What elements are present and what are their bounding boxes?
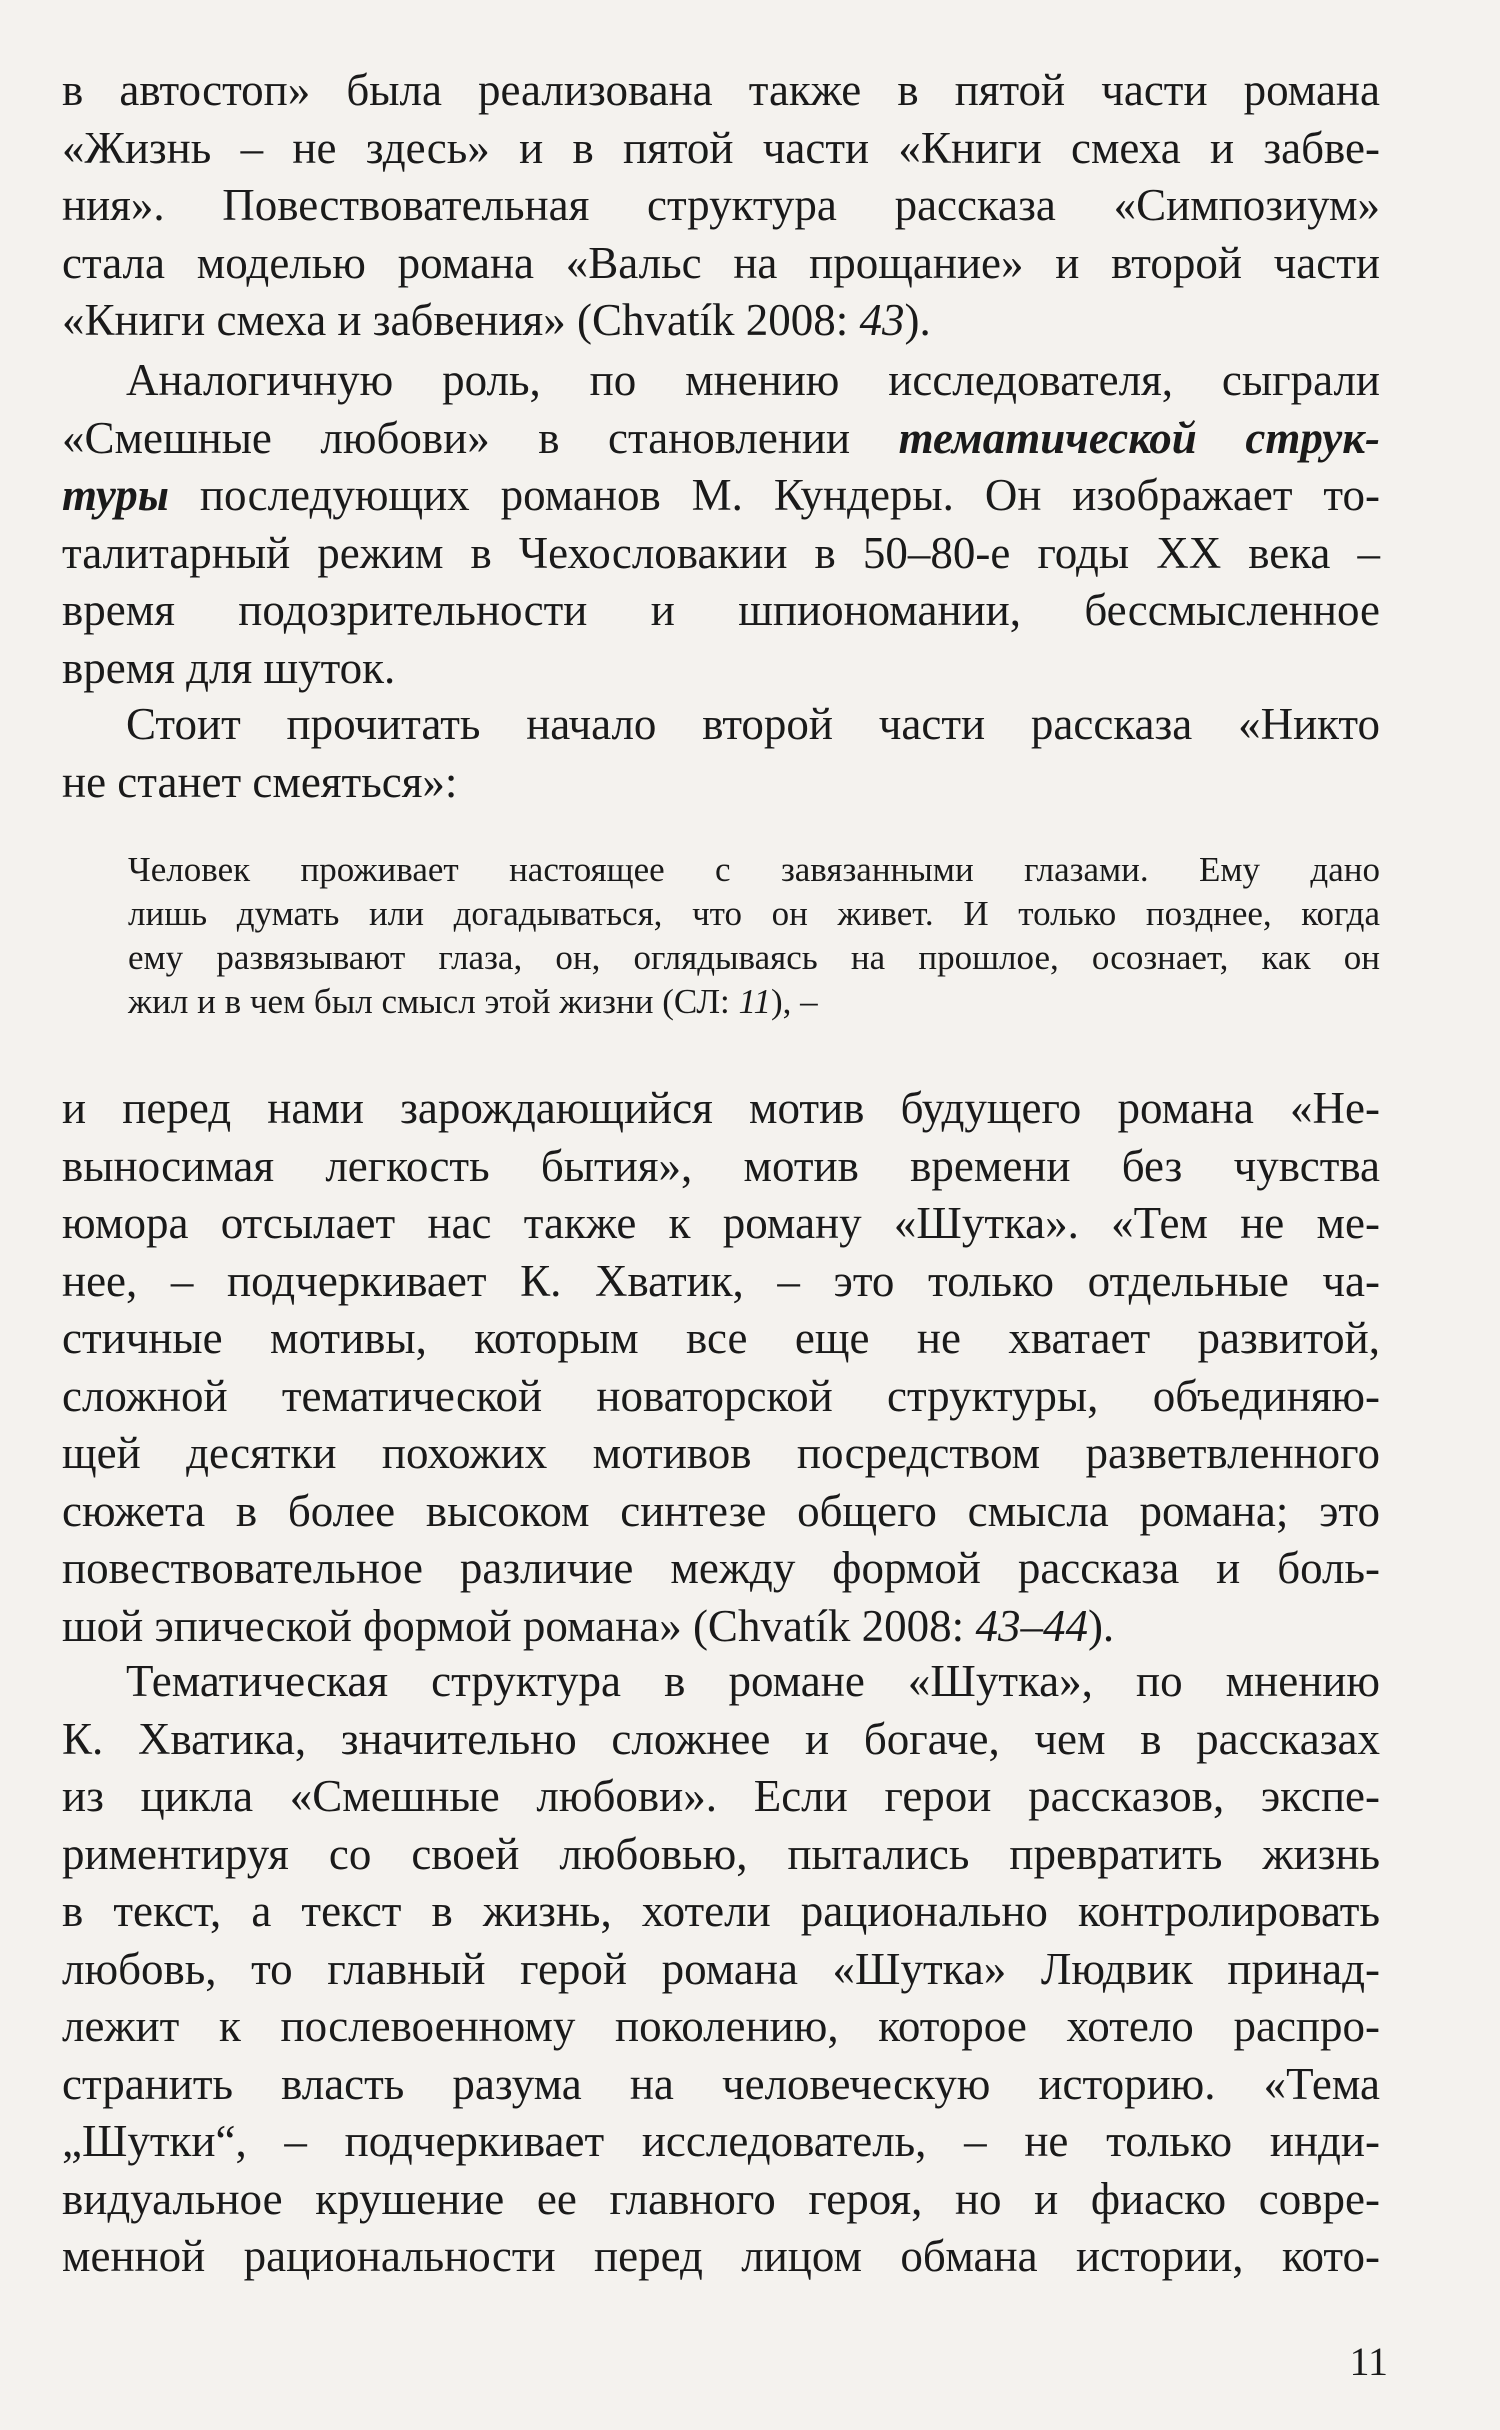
text-line: не станет смеяться»: bbox=[62, 756, 458, 807]
text-span: ), – bbox=[770, 982, 818, 1021]
text-line: ния». Повествовательная структура рассказа «Симпозиум» bbox=[62, 180, 1380, 230]
text-line: юмора отсылает нас также к роману «Шутка». «Тем не ме- bbox=[62, 1198, 1380, 1248]
text-line bbox=[62, 292, 1380, 350]
text-line: щей десятки похожих мотивов посредством разветвленного bbox=[62, 1428, 1380, 1478]
text-span: «Книги смеха и забвения» (Chvatík 2008: bbox=[62, 295, 860, 345]
text-line: нее, – подчеркивает К. Хватик, – это только отдельные ча- bbox=[62, 1255, 1380, 1306]
text-line bbox=[62, 1598, 1380, 1656]
text-line: странить власть разума на человеческую историю. «Тема bbox=[62, 2058, 1380, 2109]
block-quote bbox=[128, 848, 1380, 1024]
paragraph-5 bbox=[62, 1653, 1380, 2286]
text-line: Стоит прочитать начало второй части рассказа «Никто bbox=[126, 699, 1380, 749]
paragraph-3 bbox=[62, 696, 1380, 811]
paragraph-4 bbox=[62, 1080, 1380, 1655]
quote-line bbox=[128, 980, 1380, 1024]
quote-line: Человек проживает настоящее с завязанными глазами. Ему дано bbox=[128, 850, 1380, 889]
paragraph-2 bbox=[62, 352, 1380, 697]
text-line: Аналогичную роль, по мнению исследователя, сыграли bbox=[126, 355, 1380, 405]
page-reference-italic: 11 bbox=[738, 982, 771, 1021]
text-line: Тематическая структура в романе «Шутка», по мнению bbox=[126, 1656, 1380, 1706]
page-reference-italic: 43 bbox=[859, 295, 905, 345]
text-line: повествовательное различие между формой рассказа и боль- bbox=[62, 1543, 1380, 1593]
text-line: К. Хватика, значительно сложнее и богаче, чем в рассказах bbox=[62, 1713, 1380, 1764]
text-line: время подозрительности и шпиономании, бессмысленное bbox=[62, 585, 1380, 635]
text-span: последующих романов М. Кундеры. Он изображает то- bbox=[169, 470, 1380, 520]
emphasis-term: тематической струк- bbox=[898, 412, 1380, 463]
page-number: 11 bbox=[1349, 2339, 1388, 2384]
text-line: и перед нами зарождающийся мотив будущего романа «Не- bbox=[62, 1083, 1380, 1133]
text-line: стала моделью романа «Вальс на прощание» и второй части bbox=[62, 237, 1380, 288]
quote-line: ему развязывают глаза, он, оглядываясь на прошлое, осознает, как он bbox=[128, 938, 1380, 977]
text-line: талитарный режим в Чехословакии в 50–80-е годы XX века – bbox=[62, 527, 1380, 578]
page-reference-italic: 43–44 bbox=[975, 1600, 1088, 1651]
text-line: лежит к послевоенному поколению, которое хотело распро- bbox=[62, 2001, 1380, 2051]
text-line bbox=[62, 467, 1380, 525]
text-span: ). bbox=[904, 295, 931, 345]
text-line bbox=[62, 410, 1380, 468]
text-line: время для шуток. bbox=[62, 642, 396, 693]
text-span: шой эпической формой романа» (Chvatík 2008: bbox=[62, 1600, 976, 1651]
text-line: стичные мотивы, которым все еще не хватает развитой, bbox=[62, 1313, 1380, 1363]
emphasis-term: туры bbox=[62, 470, 169, 520]
text-span: «Смешные любови» в становлении bbox=[62, 412, 899, 463]
text-line: «Жизнь – не здесь» и в пятой части «Книги смеха и забве- bbox=[62, 122, 1380, 173]
text-line: выносимая легкость бытия», мотив времени без чувства bbox=[62, 1140, 1380, 1191]
text-line: любовь, то главный герой романа «Шутка» Людвик принад- bbox=[62, 1943, 1380, 1994]
text-line: менной рациональности перед лицом обмана истории, кото- bbox=[62, 2231, 1380, 2281]
text-line: в текст, а текст в жизнь, хотели рационально контролировать bbox=[62, 1886, 1380, 1936]
text-span: жил и в чем был смысл этой жизни (СЛ: bbox=[128, 982, 739, 1021]
text-line: из цикла «Смешные любови». Если герои рассказов, экспе- bbox=[62, 1771, 1380, 1821]
text-line: видуальное крушение ее главного героя, но и фиаско совре- bbox=[62, 2173, 1380, 2224]
text-line: риментируя со своей любовью, пытались превратить жизнь bbox=[62, 1828, 1380, 1879]
quote-line: лишь думать или догадываться, что он живет. И только позднее, когда bbox=[128, 894, 1380, 933]
text-line: в автостоп» была реализована также в пятой части романа bbox=[62, 65, 1380, 115]
text-line: „Шутки“, – подчеркивает исследователь, – не только инди- bbox=[62, 2116, 1380, 2166]
text-line: сложной тематической новаторской структуры, объединяю- bbox=[62, 1370, 1380, 1421]
text-line: сюжета в более высоком синтезе общего смысла романа; это bbox=[62, 1485, 1380, 1536]
text-span: ). bbox=[1087, 1600, 1115, 1651]
paragraph-1 bbox=[62, 62, 1380, 350]
